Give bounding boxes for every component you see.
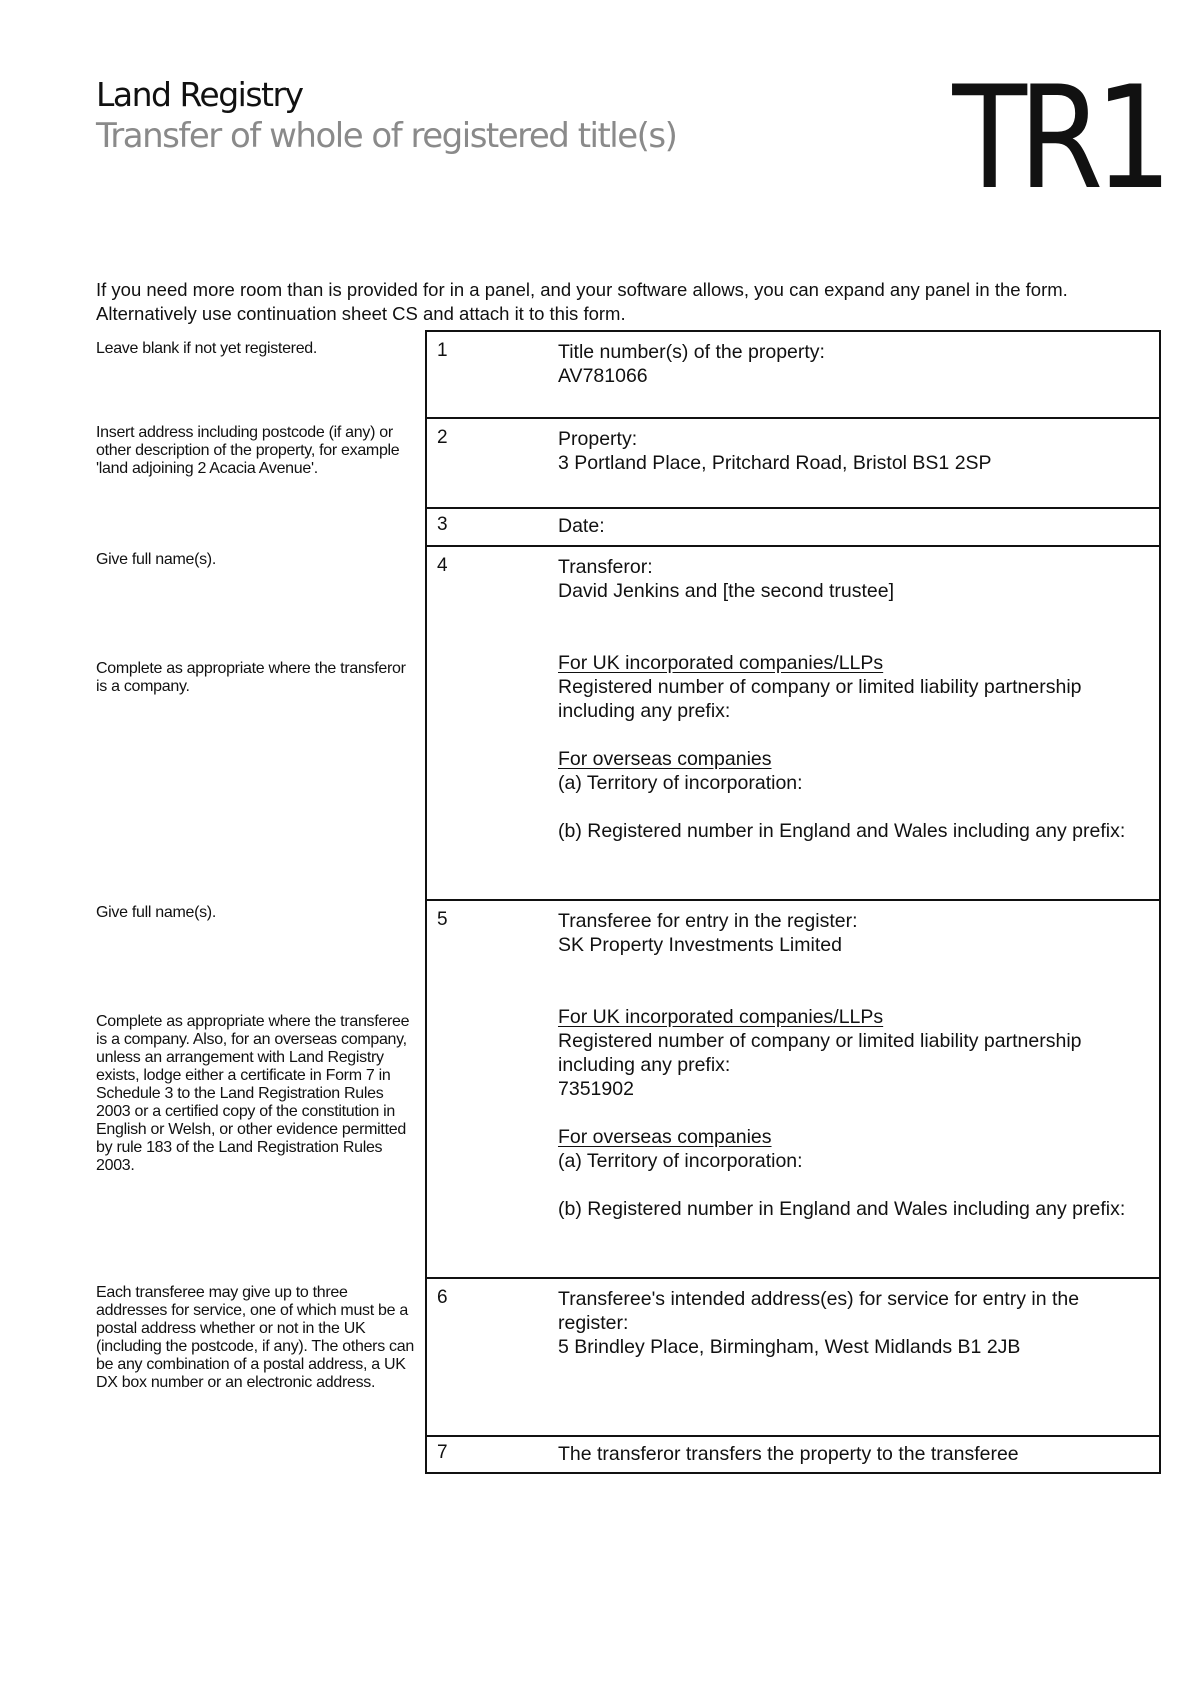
company-number-field[interactable]: 7351902 <box>558 1078 634 1100</box>
property-field[interactable]: 3 Portland Place, Pritchard Road, Bristol BS1 2SP <box>558 452 992 474</box>
overseas-registered-number-label: (b) Registered number in England and Wales including any prefix: <box>558 820 1126 842</box>
title-number-field[interactable]: AV781066 <box>558 365 648 387</box>
panel-label: Transferee's intended address(es) for service for entry in the register: <box>558 1288 1080 1334</box>
form-title: Transfer of whole of registered title(s) <box>96 116 677 156</box>
note-panel-2: Insert address including postcode (if any) or other description of the property, for example 'land adjoining 2 Acacia Avenue'. <box>96 424 400 477</box>
form-code: TR1 <box>952 56 1164 221</box>
panel-number: 5 <box>437 909 448 930</box>
panel-number: 4 <box>437 555 448 576</box>
panel-7 <box>427 1437 1159 1474</box>
panel-number: 7 <box>437 1442 448 1463</box>
form-header <box>96 75 677 156</box>
panel-number: 6 <box>437 1287 448 1308</box>
transfer-statement: The transferor transfers the property to the transferee <box>558 1443 1019 1465</box>
uk-companies-heading: For UK incorporated companies/LLPs <box>558 652 884 674</box>
uk-companies-heading: For UK incorporated companies/LLPs <box>558 1006 884 1028</box>
uk-registered-number-label: Registered number of company or limited liability partnership including any prefix: <box>558 676 1082 722</box>
panel-1 <box>427 332 1159 419</box>
panel-number: 2 <box>437 427 448 448</box>
panel-number: 3 <box>437 514 448 535</box>
panel-3 <box>427 509 1159 547</box>
form-panels <box>425 330 1161 1474</box>
panel-5 <box>427 901 1159 1279</box>
uk-registered-number-label: Registered number of company or limited liability partnership including any prefix: <box>558 1030 1082 1076</box>
overseas-registered-number-label: (b) Registered number in England and Wales including any prefix: <box>558 1198 1126 1220</box>
panel-label: Property: <box>558 428 638 450</box>
note-panel-6: Each transferee may give up to three addresses for service, one of which must be a postal address whether or not in the UK (including the postcode, if any). The others can be any combination of a postal address, a UK DX box number or an electronic address. <box>96 1284 414 1391</box>
overseas-companies-heading: For overseas companies <box>558 1126 772 1148</box>
note-panel-4-name: Give full name(s). <box>96 551 216 568</box>
note-panel-1: Leave blank if not yet registered. <box>96 340 318 357</box>
transferor-name-field[interactable]: David Jenkins and [the second trustee] <box>558 580 895 602</box>
note-panel-5-name: Give full name(s). <box>96 904 216 921</box>
panel-6 <box>427 1279 1159 1437</box>
address-for-service-field[interactable]: 5 Brindley Place, Birmingham, West Midlands B1 2JB <box>558 1336 1021 1358</box>
overseas-companies-heading: For overseas companies <box>558 748 772 770</box>
brand-name: Land Registry <box>96 75 303 114</box>
panel-label: Transferor: <box>558 556 653 578</box>
panel-4 <box>427 547 1159 901</box>
panel-label: Transferee for entry in the register: <box>558 910 858 932</box>
note-panel-5-company: Complete as appropriate where the transferee is a company. Also, for an overseas company, unless an arrangement with Land Registry exists, lodge either a certificate in Form 7 in Schedule 3 to the Land Registration Rules 2003 or a certified copy of the constitution in English or Welsh, or other evidence permitted by rule 183 of the Land Registration Rules 2003. <box>96 1013 410 1174</box>
transferee-name-field[interactable]: SK Property Investments Limited <box>558 934 842 956</box>
note-panel-4-company: Complete as appropriate where the transferor is a company. <box>96 660 406 695</box>
territory-label: (a) Territory of incorporation: <box>558 772 803 794</box>
territory-label: (a) Territory of incorporation: <box>558 1150 803 1172</box>
panel-number: 1 <box>437 340 448 361</box>
intro-text: If you need more room than is provided for in a panel, and your software allows, you can expand any panel in the form. Alternatively use continuation sheet CS and attach it to this form. <box>96 279 1068 324</box>
date-field[interactable]: Date: <box>558 515 605 537</box>
panel-label: Title number(s) of the property: <box>558 341 825 363</box>
panel-2 <box>427 419 1159 509</box>
